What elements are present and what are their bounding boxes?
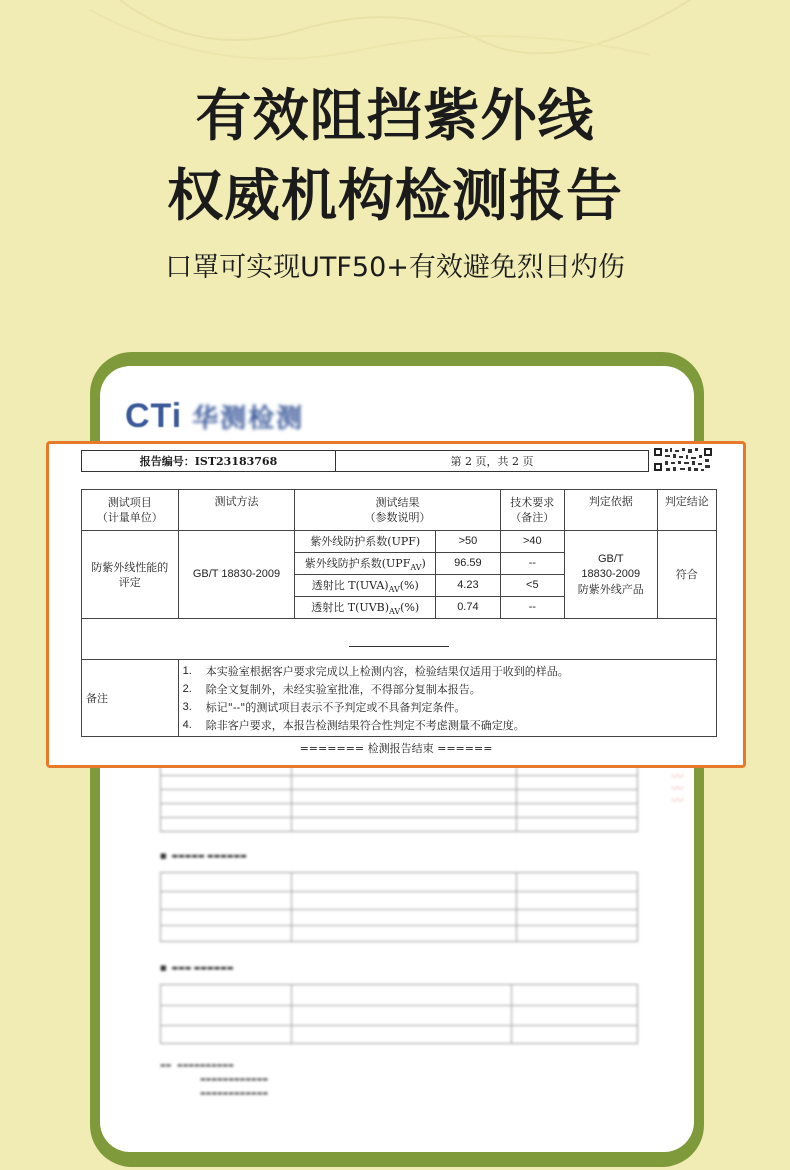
param-cell	[295, 531, 436, 553]
col-result: 测试结果	[375, 496, 420, 509]
col-requirement: 技术要求	[510, 496, 555, 509]
col-method: 测试方法	[178, 490, 295, 531]
test-method: GB/T 18830-2009	[178, 531, 295, 619]
list-item	[183, 680, 712, 698]
notes-list	[178, 660, 716, 737]
blank-row	[82, 619, 717, 660]
result-value: 96.59	[436, 553, 500, 575]
test-item: 防紫外线性能的评定	[82, 531, 179, 619]
param-tail: (%)	[400, 601, 420, 614]
result-value: >50	[436, 531, 500, 553]
red-stamp: 〰〰〰	[670, 770, 684, 806]
param-subscript: AV	[389, 607, 401, 617]
note-number: 3.	[182, 700, 192, 713]
conclusion-value: 符合	[657, 531, 716, 619]
result-value: 0.74	[436, 597, 500, 619]
subtitle: 口罩可实现UTF50+有效避免烈日灼伤	[165, 252, 625, 283]
list-item	[183, 662, 712, 680]
result-value: 4.23	[436, 575, 500, 597]
table-row	[82, 531, 717, 553]
basis-line-1: GB/T	[597, 553, 624, 565]
note-text: 本实验室根据客户要求完成以上检测内容，检验结果仅适用于收到的样品。	[205, 664, 569, 678]
basis-line-2: 18830-2009	[581, 568, 641, 580]
col-requirement-note: （备注）	[510, 511, 555, 524]
note-text: 标记"--"的测试项目表示不予判定或不具备判定条件。	[205, 700, 466, 714]
col-conclusion: 判定结论	[657, 490, 716, 531]
test-results-table	[81, 489, 717, 737]
table-header-row	[82, 490, 717, 531]
requirement-value: --	[500, 597, 564, 619]
blurred-document-content: ■ ▬▬▬▬▬ ▬▬▬▬▬▬ ■ ▬▬▬ ▬▬▬▬▬▬ ▬▬ ▬▬▬▬▬▬▬▬▬▬ ▬▬▬▬▬▬▬▬▬▬▬▬ ▬▬▬▬▬▬▬▬▬▬▬▬	[160, 760, 640, 1120]
param-tail: )	[421, 557, 426, 570]
param-name: 紫外线防护系数(UPF	[304, 557, 411, 570]
param-cell	[295, 597, 436, 619]
page-info: 第 2 页，共 2 页	[450, 455, 534, 468]
background-decoration	[0, 0, 790, 80]
note-number: 2.	[182, 682, 192, 695]
param-subscript: AV	[410, 563, 422, 573]
logo-mark: CTi	[125, 396, 183, 435]
param-cell	[295, 553, 436, 575]
report-header	[81, 450, 649, 472]
headline-line-2: 权威机构检测报告	[167, 164, 623, 229]
col-result-note: （参数说明）	[364, 511, 431, 524]
qr-code-icon	[653, 447, 713, 473]
divider-line	[349, 646, 449, 647]
requirement-value: <5	[500, 575, 564, 597]
col-item-unit: （计量单位）	[96, 511, 163, 524]
param-subscript: AV	[388, 585, 400, 595]
logo-name: 华测检测	[192, 403, 305, 434]
col-basis: 判定依据	[564, 490, 657, 531]
list-item	[183, 716, 712, 734]
basis-cell	[564, 531, 657, 619]
notes-row	[82, 660, 717, 737]
param-name: 紫外线防护系数(UPF)	[310, 535, 421, 548]
report-number: 报告编号：IST23183768	[82, 451, 336, 471]
param-cell	[295, 575, 436, 597]
param-name: 透射比 T(UVA)	[311, 579, 389, 592]
note-text: 除全文复制外，未经实验室批准，不得部分复制本报告。	[205, 682, 481, 696]
notes-label: 备注	[82, 660, 179, 737]
param-name: 透射比 T(UVB)	[311, 601, 390, 614]
note-text: 除非客户要求，本报告检测结果符合性判定不考虑测量不确定度。	[205, 718, 525, 732]
basis-line-3: 防紫外线产品	[577, 583, 644, 596]
note-number: 1.	[182, 664, 192, 677]
report-highlight-box	[46, 441, 746, 768]
param-tail: (%)	[399, 579, 419, 592]
col-item: 测试项目	[107, 496, 152, 509]
requirement-value: --	[500, 553, 564, 575]
requirement-value: >40	[500, 531, 564, 553]
headline-line-1: 有效阻挡紫外线	[195, 84, 595, 149]
report-end-marker: ======= 检测报告结束 ======	[299, 742, 493, 755]
list-item	[183, 698, 712, 716]
cti-logo	[125, 396, 304, 436]
note-number: 4.	[182, 718, 192, 731]
